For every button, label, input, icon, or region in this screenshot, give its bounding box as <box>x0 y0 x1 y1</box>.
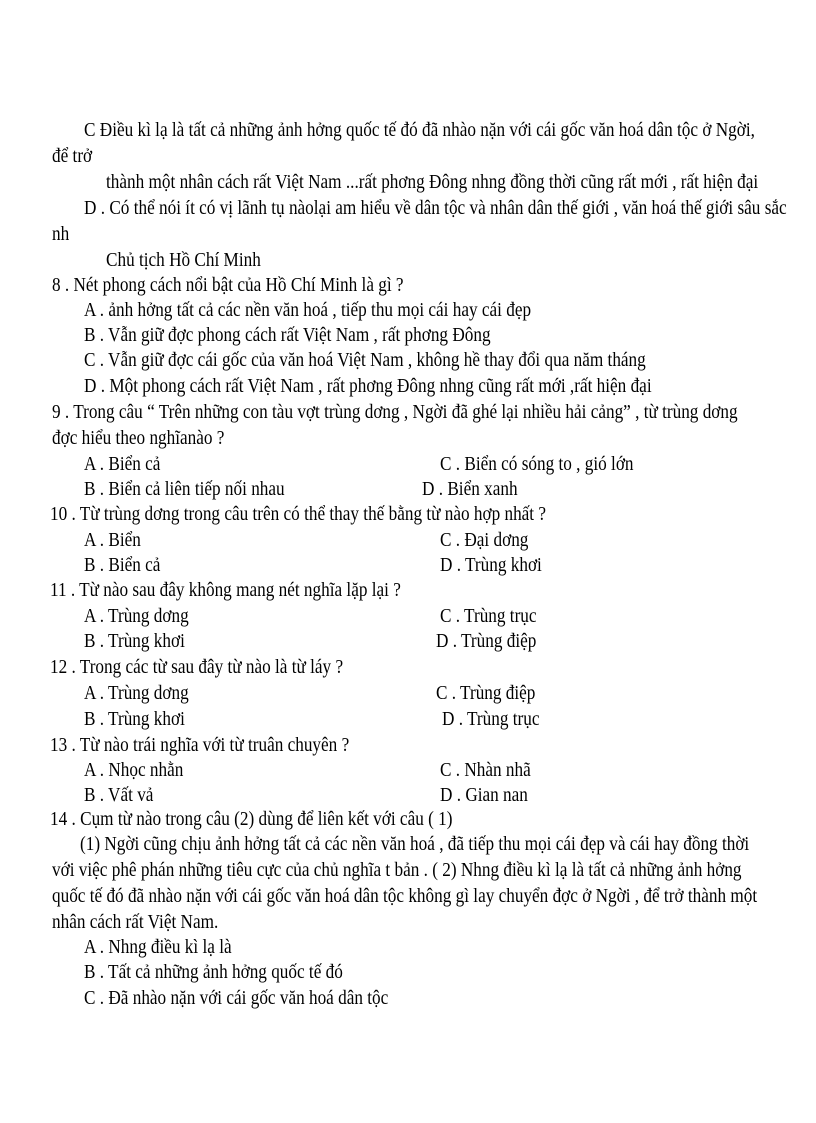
answer-option: A . Nhọc nhằn <box>84 759 184 781</box>
answer-option: C . Nhàn nhã <box>440 759 531 781</box>
text-line: thành một nhân cách rất Việt Nam ...rất phơng Đông nhng đồng thời cũng rất mới , rất hiện đại <box>106 171 759 193</box>
answer-option: D . Trùng trục <box>442 708 540 730</box>
passage-line: nhân cách rất Việt Nam. <box>52 911 219 933</box>
text-line: C Điều kì lạ là tất cả những ảnh hởng quốc tế đó đã nhào nặn với cái gốc văn hoá dân tộc ở Ngời, <box>84 119 755 141</box>
answer-option: C . Vẫn giữ đợc cái gốc của văn hoá Việt Nam , không hề thay đổi qua năm tháng <box>84 349 646 371</box>
answer-option: B . Trùng khơi <box>84 630 185 652</box>
answer-option: A . Trùng dơng <box>84 605 189 627</box>
question-14: 14 . Cụm từ nào trong câu (2) dùng để liên kết với câu ( 1) <box>50 808 453 830</box>
answer-option: D . Gian nan <box>440 784 528 806</box>
answer-option: B . Tất cả những ảnh hởng quốc tế đó <box>84 961 343 983</box>
text-line: Chủ tịch Hồ Chí Minh <box>106 249 261 271</box>
question-11: 11 . Từ nào sau đây không mang nét nghĩa lặp lại ? <box>50 579 401 601</box>
answer-option: C . Đại dơng <box>440 529 529 551</box>
text-line: nh <box>52 223 70 245</box>
question-8: 8 . Nét phong cách nổi bật của Hồ Chí Minh là gì ? <box>52 274 404 296</box>
answer-option: D . Trùng điệp <box>436 630 537 652</box>
passage-line: (1) Ngời cũng chịu ảnh hởng tất cả các nền văn hoá , đã tiếp thu mọi cái đẹp và cái hay đồng thời <box>80 833 750 855</box>
answer-option: B . Vẫn giữ đợc phong cách rất Việt Nam , rất phơng Đông <box>84 324 491 346</box>
answer-option: A . Biển cả <box>84 453 161 475</box>
answer-option: B . Trùng khơi <box>84 708 185 730</box>
answer-option: A . Biển <box>84 529 141 551</box>
answer-option: C . Đã nhào nặn với cái gốc văn hoá dân tộc <box>84 987 389 1009</box>
answer-option: B . Vất vả <box>84 784 154 806</box>
text-line: D . Có thể nói ít có vị lãnh tụ nàolại am hiểu về dân tộc và nhân dân thế giới , văn hoá thế giới sâu sắc <box>84 197 787 219</box>
text-line: để trở <box>52 145 93 167</box>
passage-line: với việc phê phán những tiêu cực của chủ nghĩa t bản . ( 2) Nhng điều kì lạ là tất cả những ảnh hởng <box>52 859 742 881</box>
question-12: 12 . Trong các từ sau đây từ nào là từ láy ? <box>50 656 344 678</box>
answer-option: C . Biển có sóng to , gió lớn <box>440 453 634 475</box>
text-line: đợc hiểu theo nghĩanào ? <box>52 427 225 449</box>
answer-option: C . Trùng điệp <box>436 682 536 704</box>
answer-option: D . Một phong cách rất Việt Nam , rất phơng Đông nhng cũng rất mới ,rất hiện đại <box>84 375 652 397</box>
answer-option: A . Trùng dơng <box>84 682 189 704</box>
question-10: 10 . Từ trùng dơng trong câu trên có thể thay thế bằng từ nào hợp nhất ? <box>50 503 547 525</box>
question-9: 9 . Trong câu “ Trên những con tàu vợt trùng dơng , Ngời đã ghé lại nhiều hải cảng” , từ trùng dơng <box>52 401 738 423</box>
answer-option: C . Trùng trục <box>440 605 537 627</box>
answer-option: B . Biển cả liên tiếp nối nhau <box>84 478 285 500</box>
answer-option: D . Biển xanh <box>422 478 518 500</box>
answer-option: A . Nhng điều kì lạ là <box>84 936 232 958</box>
answer-option: B . Biển cả <box>84 554 161 576</box>
answer-option: D . Trùng khơi <box>440 554 542 576</box>
answer-option: A . ảnh hởng tất cả các nền văn hoá , tiếp thu mọi cái hay cái đẹp <box>84 299 532 321</box>
question-13: 13 . Từ nào trái nghĩa với từ truân chuyên ? <box>50 734 350 756</box>
passage-line: quốc tế đó đã nhào nặn với cái gốc văn hoá dân tộc không gì lay chuyển đợc ở Ngời , để trở thành một <box>52 885 758 907</box>
